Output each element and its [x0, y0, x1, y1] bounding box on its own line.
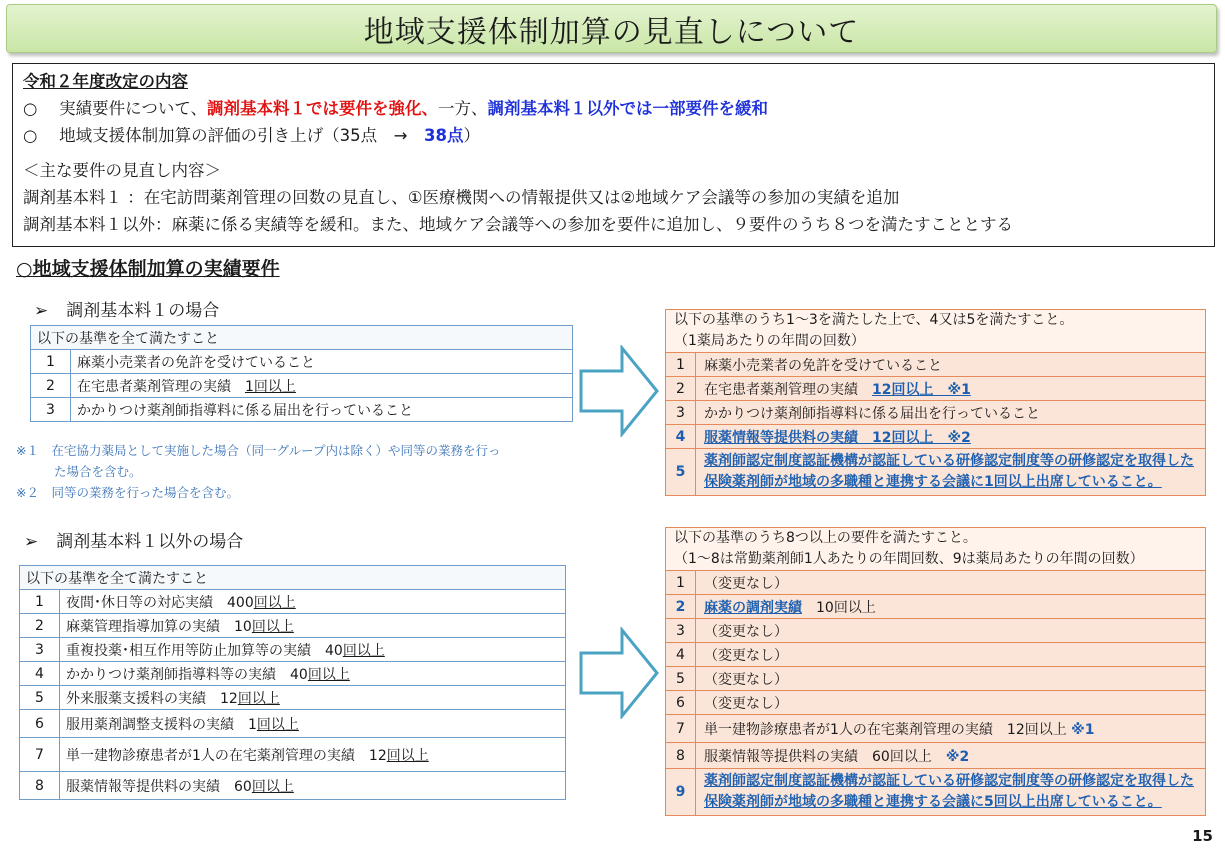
table-row: 1 （変更なし） — [666, 571, 1206, 595]
footnotes — [16, 440, 500, 503]
page-number: 15 — [1192, 827, 1213, 845]
case2-heading — [24, 527, 243, 552]
table-row: 8 服薬情報等提供料の実績 60回以上 — [20, 772, 566, 800]
table-header: 以下の基準のうち1～3を満たした上で、4又は5を満たすこと。 （1薬局あたりの年間の回数） — [666, 310, 1206, 353]
pointer-arrow-icon: ➢ — [24, 532, 39, 552]
line1-a: 実績要件について、 — [59, 99, 207, 118]
table-row: 5 外来服薬支援料の実績 12回以上 — [20, 686, 566, 710]
summary-detail-1: 調剤基本料１ ：在宅訪問薬剤管理の回数の見直し、①医療機関への情報提供又は②地域ケア会議等の参加の実績を追加 — [23, 188, 900, 207]
case2-before-table — [19, 565, 566, 800]
table-row: 7 単一建物診療患者が1人の在宅薬剤管理の実績 12回以上 — [20, 738, 566, 772]
table-row: 6 （変更なし） — [666, 691, 1206, 715]
table-row: 4 かかりつけ薬剤師指導料等の実績 40回以上 — [20, 662, 566, 686]
case1-after-table — [665, 309, 1206, 496]
table-row: 4 （変更なし） — [666, 643, 1206, 667]
table-row: 3 重複投薬･相互作用等防止加算等の実績 40回以上 — [20, 638, 566, 662]
line1-b: 調剤基本料１では要件を強化、 — [207, 99, 438, 118]
case1-heading-text: 調剤基本料１の場合 — [66, 301, 220, 321]
table-header: 以下の基準のうち8つ以上の要件を満たすこと。 （1～8は常勤薬剤師1人あたりの年間回数、9は薬局あたりの年間の回数） — [666, 528, 1206, 571]
summary-line-2 — [23, 122, 1204, 149]
section-title: ○地域支援体制加算の実績要件 — [16, 258, 280, 280]
title-banner — [6, 4, 1217, 53]
bullet-circle: ○ — [23, 126, 38, 145]
table-row: 8 服薬情報等提供料の実績 60回以上 ※2 — [666, 743, 1206, 769]
table-header: 以下の基準を全て満たすこと — [20, 566, 566, 590]
summary-line-1 — [23, 95, 1204, 122]
line1-d: 調剤基本料１以外では一部要件を緩和 — [487, 99, 768, 118]
table-row: 3 かかりつけ薬剤師指導料に係る届出を行っていること — [666, 401, 1206, 425]
table-row: 3 かかりつけ薬剤師指導料に係る届出を行っていること — [31, 398, 573, 422]
footnote-1-cont: た場合を含む。 — [54, 464, 142, 479]
line2-b: 38点 — [423, 126, 464, 145]
table-row: 6 服用薬剤調整支援料の実績 1回以上 — [20, 710, 566, 738]
right-arrow-icon — [578, 627, 660, 719]
table-row: 2 麻薬管理指導加算の実績 10回以上 — [20, 614, 566, 638]
right-arrow-icon — [578, 345, 660, 437]
table-row: 2 在宅患者薬剤管理の実績 1回以上 — [31, 374, 573, 398]
case1-heading — [34, 296, 219, 321]
case1-before-table — [30, 325, 573, 422]
table-row: 5 薬剤師認定制度認証機構が認証している研修認定制度等の研修認定を取得した保険薬剤師が地域の多職種と連携する会議に1回以上出席していること。 — [666, 449, 1206, 496]
table-row: 1 夜間･休日等の対応実績 400回以上 — [20, 590, 566, 614]
table-row: 1 麻薬小売業者の免許を受けていること — [666, 353, 1206, 377]
table-row: 9 薬剤師認定制度認証機構が認証している研修認定制度等の研修認定を取得した保険薬剤師が地域の多職種と連携する会議に5回以上出席していること。 — [666, 769, 1206, 816]
line1-c: 一方、 — [438, 99, 488, 118]
case2-after-table — [665, 527, 1206, 816]
summary-detail-2: 調剤基本料１以外：麻薬に係る実績等を緩和。また、地域ケア会議等への参加を要件に追加し、９要件のうち８つを満たすこととする — [23, 215, 1013, 234]
table-row: 5 （変更なし） — [666, 667, 1206, 691]
bullet-circle: ○ — [23, 99, 38, 118]
summary-box — [12, 63, 1215, 247]
footnote-1: ※１ 在宅協力薬局として実施した場合（同一グループ内は除く）や同等の業務を行っ — [16, 443, 501, 458]
table-header: 以下の基準を全て満たすこと — [31, 326, 573, 350]
table-row: 4 服薬情報等提供料の実績 12回以上 ※2 — [666, 425, 1206, 449]
page-title: 地域支援体制加算の見直しについて — [363, 14, 860, 50]
line2-a: 地域支援体制加算の評価の引き上げ（35点 → — [59, 126, 424, 145]
table-row: 7 単一建物診療患者が1人の在宅薬剤管理の実績 12回以上 ※1 — [666, 715, 1206, 743]
summary-subheading: ＜主な要件の見直し内容＞ — [23, 161, 221, 180]
table-row: 2 麻薬の調剤実績 10回以上 — [666, 595, 1206, 619]
case2-heading-text: 調剤基本料１以外の場合 — [56, 532, 244, 552]
footnote-2: ※２ 同等の業務を行った場合を含む。 — [16, 485, 239, 500]
pointer-arrow-icon: ➢ — [34, 301, 49, 321]
summary-heading: 令和２年度改定の内容 — [23, 72, 188, 91]
table-row: 2 在宅患者薬剤管理の実績 12回以上 ※1 — [666, 377, 1206, 401]
table-row: 1 麻薬小売業者の免許を受けていること — [31, 350, 573, 374]
line2-c: ） — [463, 126, 480, 145]
table-row: 3 （変更なし） — [666, 619, 1206, 643]
